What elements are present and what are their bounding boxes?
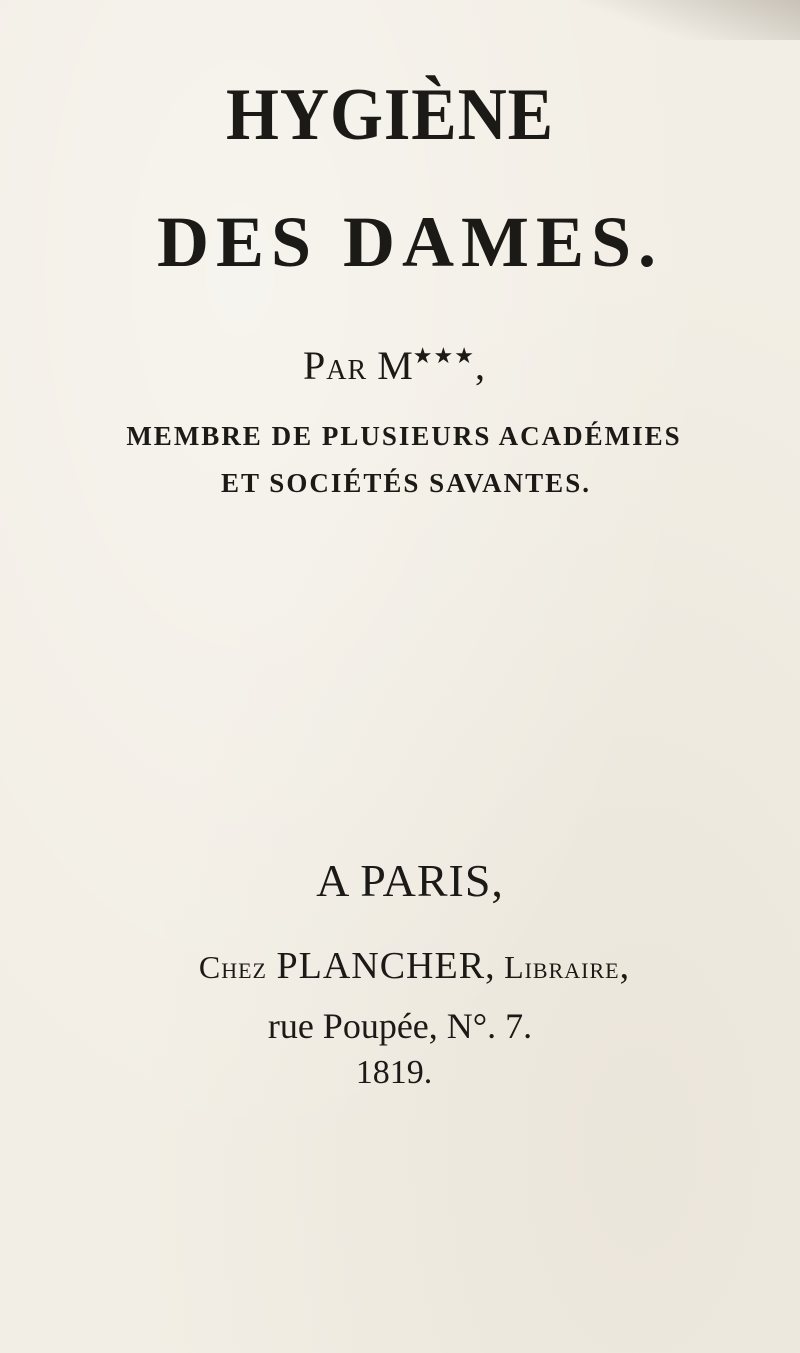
imprint-role: Libraire: [504, 949, 620, 985]
imprint-year: 1819.: [355, 1054, 433, 1091]
imprint-publisher-line: [14, 947, 800, 985]
page-stain: [580, 0, 800, 40]
title-line-2: DES DAMES.: [156, 202, 664, 282]
imprint-city: A PARIS,: [316, 855, 504, 906]
imprint-address: rue Poupée, N°. 7.: [267, 1006, 533, 1046]
author-suffix: ,: [474, 343, 485, 388]
author-line: [0, 345, 794, 386]
title-line-1: HYGIÈNE: [225, 74, 554, 156]
author-stars: ★★★: [412, 343, 475, 368]
affiliation-line-1: MEMBRE DE PLUSIEURS ACADÉMIES: [126, 421, 682, 451]
imprint-publisher: PLANCHER: [276, 945, 486, 987]
imprint-role-suffix: ,: [619, 945, 630, 987]
affiliation-line-2: ET SOCIÉTÉS SAVANTES.: [221, 468, 591, 498]
imprint-separator: ,: [485, 945, 495, 987]
author-name: M: [377, 343, 413, 388]
author-prefix: Par: [303, 343, 368, 388]
imprint-chez: Chez: [198, 949, 267, 985]
